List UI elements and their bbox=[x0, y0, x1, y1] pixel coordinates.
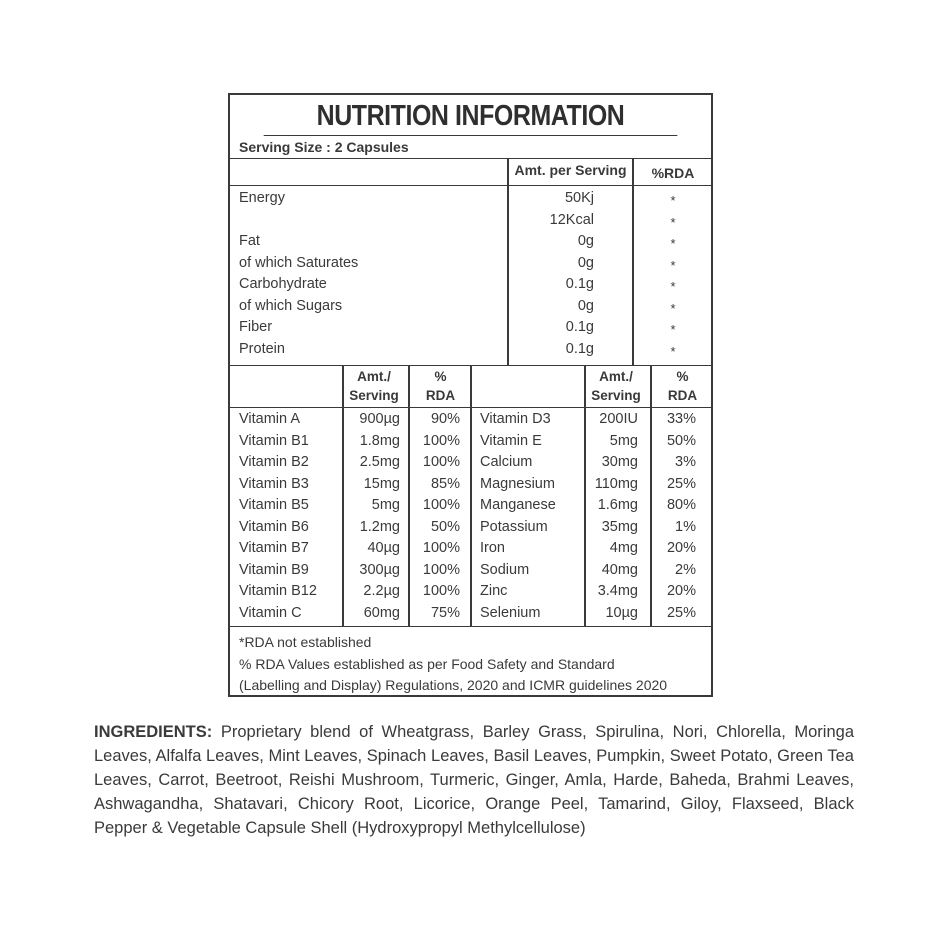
vitamin-name: Vitamin A bbox=[239, 411, 300, 427]
mineral-amount: 10µg bbox=[605, 604, 638, 621]
vitamin-row bbox=[230, 497, 711, 519]
vitamin-rda: 85% bbox=[430, 475, 460, 492]
ingredients-label: INGREDIENTS: bbox=[94, 723, 213, 741]
amt-header-line: Serving bbox=[591, 388, 641, 403]
ingredients-paragraph bbox=[94, 720, 854, 840]
nutrient-rda: * bbox=[670, 214, 676, 230]
vitamin-name: Vitamin C bbox=[239, 604, 302, 621]
rda-header-line: % bbox=[676, 369, 689, 384]
vitamin-row bbox=[230, 433, 711, 455]
vitamin-name: Vitamin B9 bbox=[239, 561, 309, 578]
nutrient-name: of which Saturates bbox=[239, 254, 359, 271]
energy-header-row bbox=[230, 159, 711, 186]
nutrient-rda: * bbox=[670, 279, 676, 294]
footnote-line: (Labelling and Display) Regulations, 2020 and ICMR guidelines 2020 bbox=[239, 677, 668, 693]
nutrient-name: Carbohydrate bbox=[239, 276, 327, 292]
vitamin-name: Vitamin B5 bbox=[239, 497, 309, 513]
vitamin-amount: 1.2mg bbox=[359, 518, 400, 535]
mineral-amount: 110mg bbox=[594, 475, 638, 492]
vitamin-amount: 300µg bbox=[359, 561, 400, 578]
vitamin-row bbox=[230, 605, 711, 627]
rda-header: %RDA bbox=[651, 165, 695, 181]
nutrient-name: of which Sugars bbox=[239, 297, 343, 314]
vitamin-row bbox=[230, 540, 711, 562]
mineral-amount: 5mg bbox=[609, 432, 638, 449]
vitamin-rda: 75% bbox=[430, 604, 460, 621]
mineral-name: Sodium bbox=[480, 561, 530, 578]
vitamin-name: Vitamin B1 bbox=[239, 432, 309, 449]
serving-size: Serving Size : 2 Capsules bbox=[230, 135, 711, 159]
nutrient-amount: 0g bbox=[577, 233, 594, 249]
nutrient-name: Fat bbox=[239, 233, 260, 249]
vitamin-amount: 5mg bbox=[371, 497, 400, 513]
nutrient-rda: * bbox=[670, 236, 676, 251]
mineral-name: Vitamin E bbox=[480, 432, 542, 449]
mineral-rda: 20% bbox=[666, 583, 696, 599]
vitamin-name: Vitamin B12 bbox=[239, 583, 317, 599]
mineral-rda: 50% bbox=[666, 432, 696, 449]
vitamin-rda: 50% bbox=[430, 518, 460, 535]
nutrient-amount: 0.1g bbox=[565, 276, 594, 292]
mineral-amount: 40mg bbox=[601, 561, 638, 578]
nutrient-rda: * bbox=[670, 300, 676, 316]
nutrient-rda: * bbox=[670, 343, 676, 359]
vitamin-amount: 60mg bbox=[363, 604, 400, 621]
mineral-name: Magnesium bbox=[480, 475, 555, 492]
vitamin-row bbox=[230, 519, 711, 541]
mineral-amount: 3.4mg bbox=[597, 583, 638, 599]
vitamin-name: Vitamin B6 bbox=[239, 518, 309, 535]
vitamin-rda: 90% bbox=[430, 411, 460, 427]
vitamin-rda: 100% bbox=[422, 561, 460, 578]
mineral-rda: 80% bbox=[666, 497, 696, 513]
nutrient-name: Energy bbox=[239, 190, 285, 206]
nutrient-name: Fiber bbox=[239, 319, 273, 335]
nutrient-name: Protein bbox=[239, 340, 285, 357]
mineral-name: Calcium bbox=[480, 454, 533, 470]
mineral-amount: 30mg bbox=[601, 454, 638, 470]
vitamin-amount: 2.5mg bbox=[359, 454, 400, 470]
nutrient-amount: 0g bbox=[577, 254, 594, 271]
amt-serving-header bbox=[343, 367, 405, 405]
mineral-amount: 200IU bbox=[599, 411, 638, 427]
footnote-line: % RDA Values established as per Food Safety and Standard bbox=[239, 655, 615, 672]
vitamin-rda: 100% bbox=[422, 583, 460, 599]
mineral-name: Potassium bbox=[480, 518, 548, 535]
nutrient-rda: * bbox=[670, 322, 676, 337]
vitamin-rda: 100% bbox=[422, 540, 460, 556]
vitamin-name: Vitamin B2 bbox=[239, 454, 309, 470]
amt-serving-header bbox=[585, 367, 647, 405]
vitamin-row bbox=[230, 476, 711, 498]
footnote-line: *RDA not established bbox=[239, 634, 372, 650]
energy-block bbox=[230, 185, 711, 366]
vitamin-amount: 1.8mg bbox=[359, 432, 400, 449]
rda-header-line: % bbox=[434, 369, 447, 384]
vitamin-amount: 40µg bbox=[367, 540, 400, 556]
energy-row bbox=[230, 255, 711, 277]
vitamin-amount: 15mg bbox=[363, 475, 400, 492]
energy-row bbox=[230, 212, 711, 234]
mineral-rda: 1% bbox=[675, 518, 696, 535]
vitamin-rda: 100% bbox=[422, 432, 460, 449]
vitamin-name: Vitamin B3 bbox=[239, 475, 309, 492]
vitamin-rda: 100% bbox=[422, 497, 460, 513]
mineral-amount: 1.6mg bbox=[597, 497, 638, 513]
vitamin-row bbox=[230, 583, 711, 605]
vitamin-rda: 100% bbox=[422, 454, 460, 470]
mineral-name: Manganese bbox=[480, 497, 556, 513]
mineral-rda: 2% bbox=[675, 561, 696, 578]
mineral-amount: 4mg bbox=[609, 540, 638, 556]
mineral-name: Selenium bbox=[480, 604, 541, 621]
nutrient-rda: * bbox=[670, 193, 676, 208]
vitamin-row bbox=[230, 411, 711, 433]
nutrient-amount: 0.1g bbox=[565, 319, 594, 335]
vitamin-amount: 2.2µg bbox=[363, 583, 400, 599]
nutrient-rda: * bbox=[670, 257, 676, 273]
amt-header-line: Amt./ bbox=[357, 369, 391, 384]
energy-row bbox=[230, 319, 711, 341]
rda-header bbox=[410, 367, 471, 405]
mineral-rda: 25% bbox=[666, 604, 696, 621]
vitamin-row bbox=[230, 562, 711, 584]
rda-header-line: RDA bbox=[667, 388, 698, 403]
energy-row bbox=[230, 233, 711, 255]
mineral-name: Vitamin D3 bbox=[480, 411, 551, 427]
nutrient-amount: 50Kj bbox=[564, 190, 594, 206]
energy-row bbox=[230, 341, 711, 363]
vitamin-amount: 900µg bbox=[359, 411, 400, 427]
mineral-rda: 3% bbox=[675, 454, 696, 470]
nutrient-amount: 0.1g bbox=[565, 340, 594, 357]
mineral-name: Iron bbox=[480, 540, 505, 556]
vitamin-name: Vitamin B7 bbox=[239, 540, 309, 556]
footnote bbox=[239, 632, 667, 697]
amt-header-line: Serving bbox=[349, 388, 399, 403]
energy-row bbox=[230, 276, 711, 298]
amt-per-serving-header: Amt. per Serving bbox=[514, 162, 627, 178]
vitamin-block bbox=[230, 407, 711, 627]
mineral-amount: 35mg bbox=[601, 518, 638, 535]
energy-row bbox=[230, 190, 711, 212]
nutrient-amount: 0g bbox=[577, 297, 594, 314]
rda-header bbox=[652, 367, 713, 405]
mineral-rda: 33% bbox=[666, 411, 696, 427]
ingredients-text: Proprietary blend of Wheatgrass, Barley Grass, Spirulina, Nori, Chlorella, Moringa Leaves, Alfalfa Leaves, Mint Leaves, Spinach Leaves, Basil Leaves, Pumpkin, Sweet Potato, Green Tea Leaves, Carrot, Beetroot, Reishi Mushroom, Turmeric, Ginger, Amla, Harde, Baheda, Brahmi Leaves, Ashwagandha, Shatavari, Chicory Root, Licorice, Orange Peel, Tamarind, Giloy, Flaxseed, Black Pepper & Vegetable Capsule Shell (Hydroxypropyl Methylcellulose) bbox=[94, 723, 854, 837]
amt-header-line: Amt./ bbox=[599, 369, 633, 384]
mineral-name: Zinc bbox=[480, 583, 508, 599]
rda-header-line: RDA bbox=[425, 388, 456, 403]
panel-title: NUTRITION INFORMATION bbox=[264, 95, 678, 136]
mineral-rda: 25% bbox=[666, 475, 696, 492]
nutrition-panel bbox=[228, 93, 713, 697]
mineral-rda: 20% bbox=[666, 540, 696, 556]
energy-row bbox=[230, 298, 711, 320]
vitamin-row bbox=[230, 454, 711, 476]
nutrient-amount: 12Kcal bbox=[549, 211, 594, 228]
